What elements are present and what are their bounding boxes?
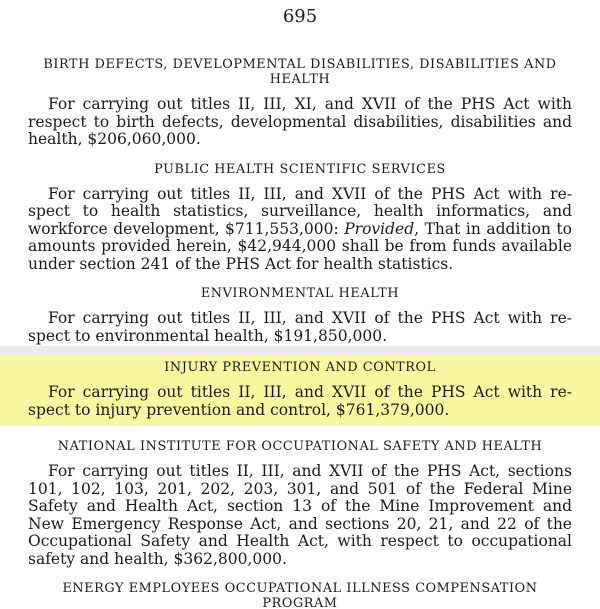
section-paragraph: [28, 463, 572, 568]
heading-line: NATIONAL INSTITUTE FOR OCCUPATIONAL SAFETY AND HEALTH: [57, 439, 543, 454]
section-energy-employees-occupational-illness-compensation-program: [28, 568, 572, 609]
section-environmental-health: [28, 273, 572, 345]
sections-container: [28, 44, 572, 609]
body-line: 101, 102, 103, 201, 202, 203, 301, and 501 of the Federal Mine: [28, 479, 572, 498]
heading-line: INJURY PREVENTION AND CONTROL: [164, 360, 436, 375]
heading-line: ENERGY EMPLOYEES OCCUPATIONAL ILLNESS COMPENSATION: [62, 581, 538, 596]
section-paragraph: [28, 186, 572, 274]
body-line: spect to injury prevention and control, $761,379,000.: [28, 400, 450, 419]
section-heading: [28, 439, 572, 454]
section-birth-defects: [28, 44, 572, 149]
section-heading: [28, 162, 572, 177]
section-paragraph: [28, 384, 572, 419]
body-line: Occupational Safety and Health Act, with respect to occupational: [28, 532, 572, 550]
heading-line: HEALTH: [269, 72, 331, 87]
body-line: New Emergency Response Act, and sections 20, 21, and 22 of the: [28, 514, 572, 533]
body-line: respect to birth defects, developmental disabilities, disabilities and: [28, 112, 572, 131]
heading-line: ENVIRONMENTAL HEALTH: [200, 286, 400, 301]
body-line: Safety and Health Act, section 13 of the Mine Improvement and: [28, 497, 572, 515]
section-paragraph: [28, 96, 572, 149]
body-line: health, $206,060,000.: [28, 130, 201, 148]
body-line: For carrying out titles II, III, and XVII of the PHS Act with re-: [48, 309, 572, 327]
body-line: under section 241 of the PHS Act for health statistics.: [28, 254, 454, 273]
heading-line: BIRTH DEFECTS, DEVELOPMENTAL DISABILITIES, DISABILITIES AND: [43, 57, 557, 72]
body-line: For carrying out titles II, III, and XVII of the PHS Act with re-: [48, 383, 572, 401]
body-line: spect to environmental health, $191,850,000.: [28, 326, 387, 345]
section-paragraph: [28, 310, 572, 345]
section-heading: [28, 360, 572, 375]
body-line: amounts provided herein, $42,944,000 shall be from funds available: [28, 237, 572, 255]
body-line: safety and health, $362,800,000.: [28, 549, 287, 568]
heading-line: PROGRAM: [262, 596, 338, 609]
section-national-institute-for-occupational-safety-and-health: [28, 426, 572, 568]
body-line: spect to health statistics, surveillance, health informatics, and: [28, 202, 572, 220]
section-injury-prevention-and-control: [0, 355, 600, 426]
section-heading: [28, 57, 572, 87]
body-line: For carrying out titles II, III, and XVII of the PHS Act with re-: [48, 184, 572, 203]
body-line: For carrying out titles II, III, XI, and XVII of the PHS Act with: [48, 95, 572, 113]
section-public-health-scientific-services: [28, 149, 572, 274]
section-heading: [28, 581, 572, 609]
body-line: For carrying out titles II, III, and XVII of the PHS Act, sections: [48, 462, 572, 480]
body-line: workforce development, $711,553,000: Provided, That in addition to: [28, 219, 572, 238]
heading-line: PUBLIC HEALTH SCIENTIFIC SERVICES: [154, 161, 446, 177]
page-number: 695: [282, 6, 318, 27]
section-heading: [28, 286, 572, 301]
